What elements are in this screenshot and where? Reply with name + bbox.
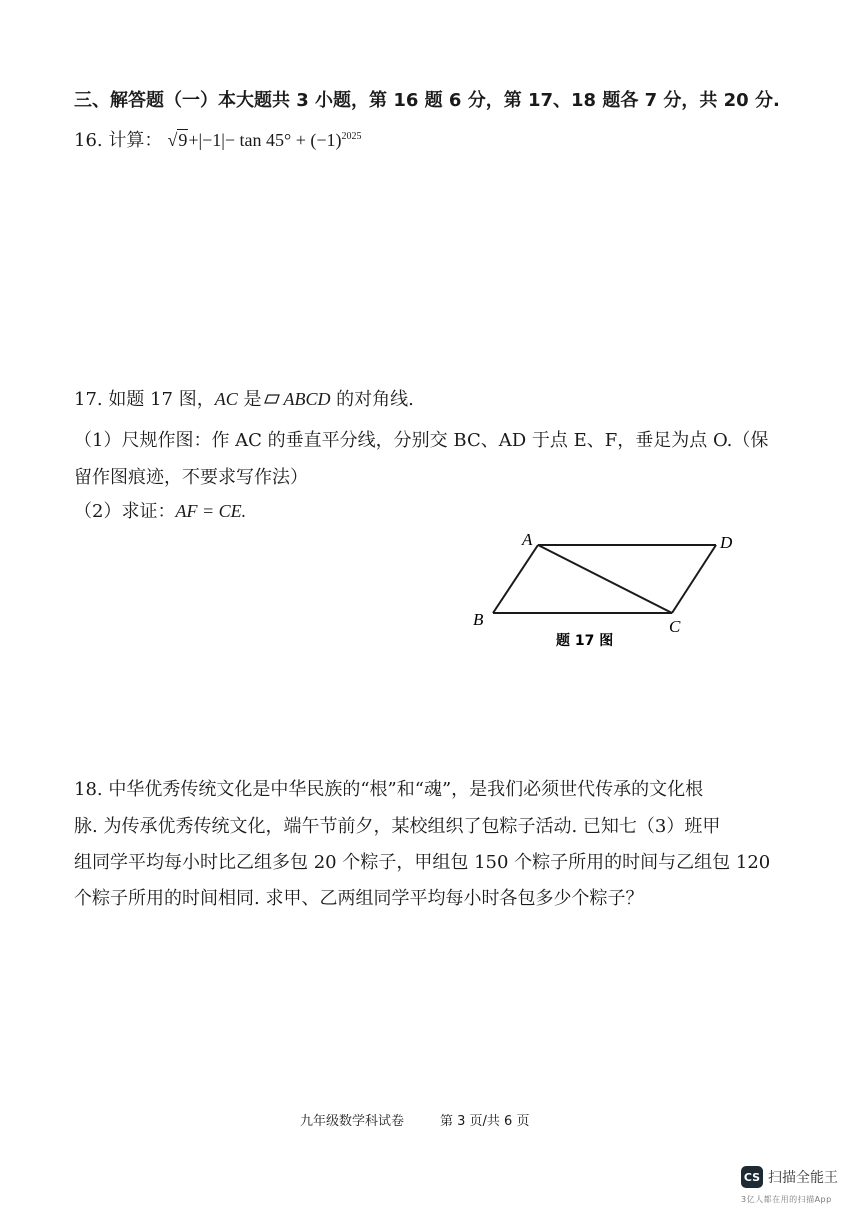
q17-part2 (74, 497, 246, 523)
q16-sqrt-arg: 9 (178, 130, 188, 150)
q17-ac: AC (214, 389, 238, 409)
figure-caption: 题 17 图 (556, 633, 614, 649)
q17-suffix: 的对角线. (330, 389, 414, 410)
footer-subject: 九年级数学科试卷 (300, 1114, 405, 1129)
q16-expression (167, 130, 361, 150)
scanner-logo-icon: CS (741, 1166, 763, 1188)
side-ab (493, 545, 538, 613)
q18-line3: 组同学平均每小时比乙组多包 20 个粽子，甲组包 150 个粽子所用的时间与乙组包 120 (74, 852, 771, 873)
q18-line2: 脉. 为传承优秀传统文化，端午节前夕，某校组织了包粽子活动. 已知七（3）班甲 (74, 816, 721, 837)
side-dc (672, 545, 716, 613)
q16-exponent: 2025 (341, 131, 362, 142)
scanner-tagline: 3亿人都在用的扫描App (741, 1195, 832, 1204)
parallelogram-icon (264, 394, 280, 404)
q17-part1-line2: 留作图痕迹，不要求写作法） (74, 467, 308, 488)
section-heading: 三、解答题（一）本大题共 3 小题，第 16 题 6 分，第 17、18 题各 7 分，共 20 分. (74, 90, 780, 111)
q17-abcd: ABCD (283, 389, 331, 409)
vertex-d-label: D (720, 533, 733, 552)
vertex-c-label: C (669, 617, 681, 636)
q17-prefix: 17. 如题 17 图， (74, 389, 215, 410)
q18-line4: 个粽子所用的时间相同. 求甲、乙两组同学平均每小时各包多少个粽子？ (74, 888, 644, 909)
footer-page-number: 第 3 页/共 6 页 (440, 1114, 530, 1129)
q17-part2-equation: AF = CE. (175, 501, 247, 521)
q17-part1-line1: （1）尺规作图：作 AC 的垂直平分线，分别交 BC、AD 于点 E、F，垂足为点 O.（保 (74, 430, 769, 451)
q17-is: 是 (237, 389, 262, 410)
vertex-a-label: A (522, 530, 533, 549)
question-16 (74, 126, 361, 152)
scanner-watermark (741, 1166, 838, 1188)
sqrt-symbol: √9 (167, 130, 188, 150)
vertex-b-label: B (473, 610, 484, 629)
q17-part2-label: （2）求证： (74, 501, 176, 522)
q17-line1 (74, 385, 414, 411)
q18-line1: 18. 中华优秀传统文化是中华民族的“根”和“魂”，是我们必须世代传承的文化根 (74, 779, 704, 800)
scanner-brand-name: 扫描全能王 (768, 1170, 838, 1186)
diagonal-ac (538, 545, 672, 613)
q16-label: 16. 计算： (74, 130, 163, 151)
figure-17 (460, 525, 760, 655)
q16-expr-mid: +|−1|− tan 45° + (−1) (188, 130, 342, 150)
